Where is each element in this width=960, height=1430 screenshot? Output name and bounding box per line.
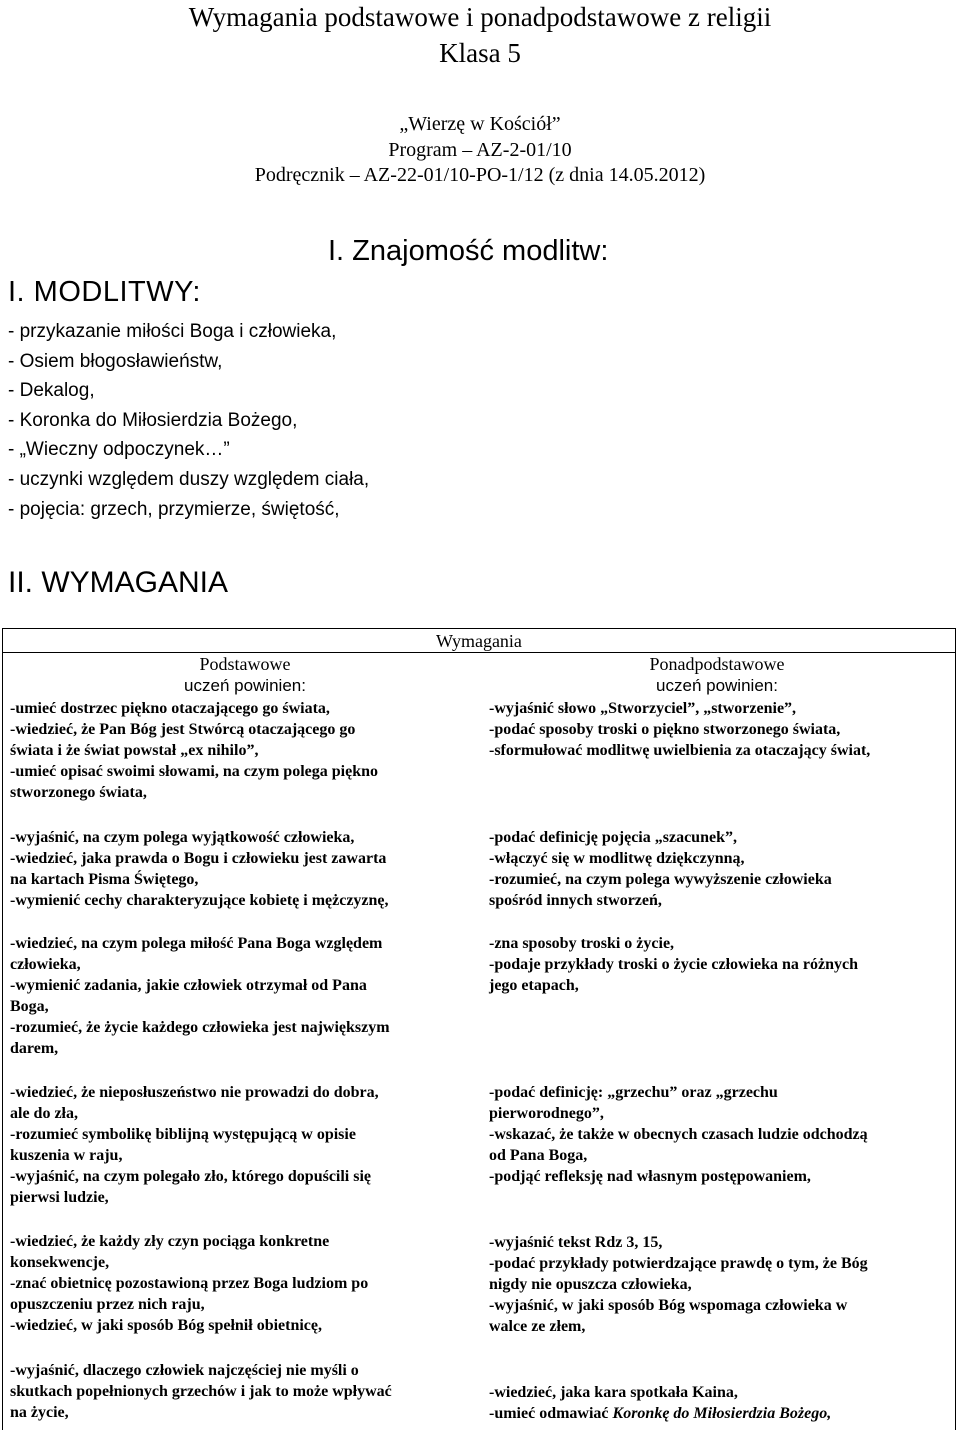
requirement-line: -wskazać, że także w obecnych czasach ludzie odchodzą	[489, 1126, 868, 1143]
requirement-block	[10, 827, 480, 911]
requirement-line: -umieć dostrzec piękno otaczającego go świata,	[10, 700, 330, 717]
requirement-line: -rozumieć, na czym polega wywyższenie człowieka	[489, 871, 832, 888]
requirement-block	[489, 1082, 951, 1187]
requirement-line: jego etapach,	[489, 977, 579, 994]
requirement-block	[489, 933, 951, 996]
class-label: Klasa 5	[439, 38, 521, 68]
requirement-line: -podaje przykłady troski o życie człowieka na różnych	[489, 956, 859, 973]
requirement-line: -wyjaśnić, w jaki sposób Bóg wspomaga człowieka w	[489, 1297, 848, 1314]
requirement-line: człowieka,	[10, 956, 81, 973]
requirement-line: -zna sposoby troski o życie,	[489, 935, 675, 952]
requirement-line: -rozumieć, że życie każdego człowieka jest największym	[10, 1019, 390, 1036]
requirement-line: konsekwencje,	[10, 1254, 110, 1271]
requirement-line: na kartach Pisma Świętego,	[10, 871, 199, 888]
requirement-line: pierwsi ludzie,	[10, 1189, 109, 1206]
advanced-requirements	[489, 698, 951, 1424]
requirement-line: -umieć odmawiać Koronkę do Miłosierdzia Bożego,	[489, 1405, 832, 1422]
list-item: - Osiem błogosławieństw,	[8, 350, 223, 372]
table-divider	[2, 652, 956, 653]
requirement-block	[10, 1360, 480, 1423]
basic-column-sub: uczeń powinien:	[184, 676, 306, 695]
requirement-line: walce ze złem,	[489, 1318, 586, 1335]
program-code: Program – AZ-2-01/10	[388, 139, 572, 161]
prayers-list	[8, 317, 369, 524]
requirement-line: stworzonego świata,	[10, 784, 147, 801]
requirement-line: świata i że świat powstał „ex nihilo”,	[10, 742, 259, 759]
requirement-line: -wyjaśnić, na czym polega wyjątkowość człowieka,	[10, 829, 355, 846]
list-item: - Koronka do Miłosierdzia Bożego,	[8, 409, 298, 431]
basic-column-label: Podstawowe	[199, 654, 291, 674]
requirement-line: darem,	[10, 1040, 59, 1057]
requirement-block	[489, 1382, 951, 1424]
advanced-column-label: Ponadpodstawowe	[649, 654, 785, 674]
requirement-line: -podać definicję: „grzechu” oraz „grzechu	[489, 1084, 778, 1101]
requirement-line: -podać przykłady potwierdzające prawdę o tym, że Bóg	[489, 1255, 868, 1272]
requirement-line: -wiedzieć, że nieposłuszeństwo nie prowadzi do dobra,	[10, 1084, 379, 1101]
requirement-line: -umieć opisać swoimi słowami, na czym polega piękno	[10, 763, 378, 780]
requirement-block	[10, 1082, 480, 1208]
requirement-line: -wiedzieć, na czym polega miłość Pana Boga względem	[10, 935, 383, 952]
prayers-heading: I. MODLITWY:	[8, 276, 201, 308]
list-item: - pojęcia: grzech, przymierze, świętość,	[8, 498, 340, 520]
requirement-line: -podjąć refleksję nad własnym postępowaniem,	[489, 1168, 811, 1185]
basic-column-header	[10, 654, 480, 696]
basic-requirements	[10, 698, 480, 1423]
requirement-line: -wiedzieć, że Pan Bóg jest Stwórcą otaczającego go	[10, 721, 356, 738]
requirement-line: -włączyć się w modlitwę dziękczynną,	[489, 850, 745, 867]
list-item: - „Wieczny odpoczynek…”	[8, 439, 230, 461]
requirement-line: -wyjaśnić słowo „Stworzyciel”, „stworzenie”,	[489, 700, 797, 717]
requirement-line: Boga,	[10, 998, 49, 1015]
requirement-line: nigdy nie opuszcza człowieka,	[489, 1276, 692, 1293]
list-item: - uczynki względem duszy względem ciała,	[8, 468, 370, 490]
requirement-line: -wymienić cechy charakteryzujące kobietę i mężczyznę,	[10, 892, 389, 909]
requirement-line: -wiedzieć, jaka prawda o Bogu i człowieku jest zawarta	[10, 850, 387, 867]
requirement-line: -wyjaśnić tekst Rdz 3, 15,	[489, 1234, 663, 1251]
requirement-line: skutkach popełnionych grzechów i jak to może wpływać	[10, 1383, 392, 1400]
requirements-heading: II. WYMAGANIA	[8, 566, 229, 599]
requirement-line: -rozumieć symbolikę biblijną występującą w opisie	[10, 1126, 356, 1143]
advanced-column-header	[484, 654, 950, 696]
requirement-block	[489, 1232, 951, 1337]
requirement-line: -wiedzieć, jaka kara spotkała Kaina,	[489, 1384, 738, 1401]
list-item: - Dekalog,	[8, 380, 95, 402]
requirement-line: na życie,	[10, 1404, 69, 1421]
requirement-block	[10, 698, 480, 803]
requirement-block	[10, 933, 480, 1059]
requirement-line: kuszenia w raju,	[10, 1147, 123, 1164]
list-item: - przykazanie miłości Boga i człowieka,	[8, 321, 337, 342]
requirement-line: od Pana Boga,	[489, 1147, 588, 1164]
requirement-block	[489, 827, 951, 911]
requirement-line: -wyjaśnić, na czym polegało zło, którego dopuścili się	[10, 1168, 372, 1185]
requirement-line: -wymienić zadania, jakie człowiek otrzymał od Pana	[10, 977, 367, 994]
requirement-line: pierworodnego”,	[489, 1105, 604, 1122]
requirement-line: -podać sposoby troski o piękno stworzonego świata,	[489, 721, 841, 738]
book-title: „Wierzę w Kościół”	[399, 113, 561, 135]
requirement-line: -sformułować modlitwę uwielbienia za otaczający świat,	[489, 742, 871, 759]
requirement-line: -wyjaśnić, dlaczego człowiek najczęściej nie myśli o	[10, 1362, 359, 1379]
prayers-side-heading: I. Znajomość modlitw:	[328, 235, 609, 267]
table-title: Wymagania	[436, 631, 522, 651]
requirement-block	[489, 698, 951, 761]
textbook-code: Podręcznik – AZ-22-01/10-PO-1/12 (z dnia 14.05.2012)	[254, 164, 706, 186]
requirement-line: opuszczeniu przez nich raju,	[10, 1296, 205, 1313]
requirement-block	[10, 1231, 480, 1336]
advanced-column-sub: uczeń powinien:	[656, 676, 778, 695]
requirement-line: -znać obietnicę pozostawioną przez Boga ludziom po	[10, 1275, 369, 1292]
requirement-line: -podać definicję pojęcia „szacunek”,	[489, 829, 737, 846]
requirement-line: ale do zła,	[10, 1105, 78, 1122]
requirement-line: -wiedzieć, w jaki sposób Bóg spełnił obietnicę,	[10, 1317, 323, 1334]
requirement-line: spośród innych stworzeń,	[489, 892, 662, 909]
document-title: Wymagania podstawowe i ponadpodstawowe z religii	[188, 2, 772, 32]
requirement-line: -wiedzieć, że każdy zły czyn pociąga konkretne	[10, 1233, 330, 1250]
